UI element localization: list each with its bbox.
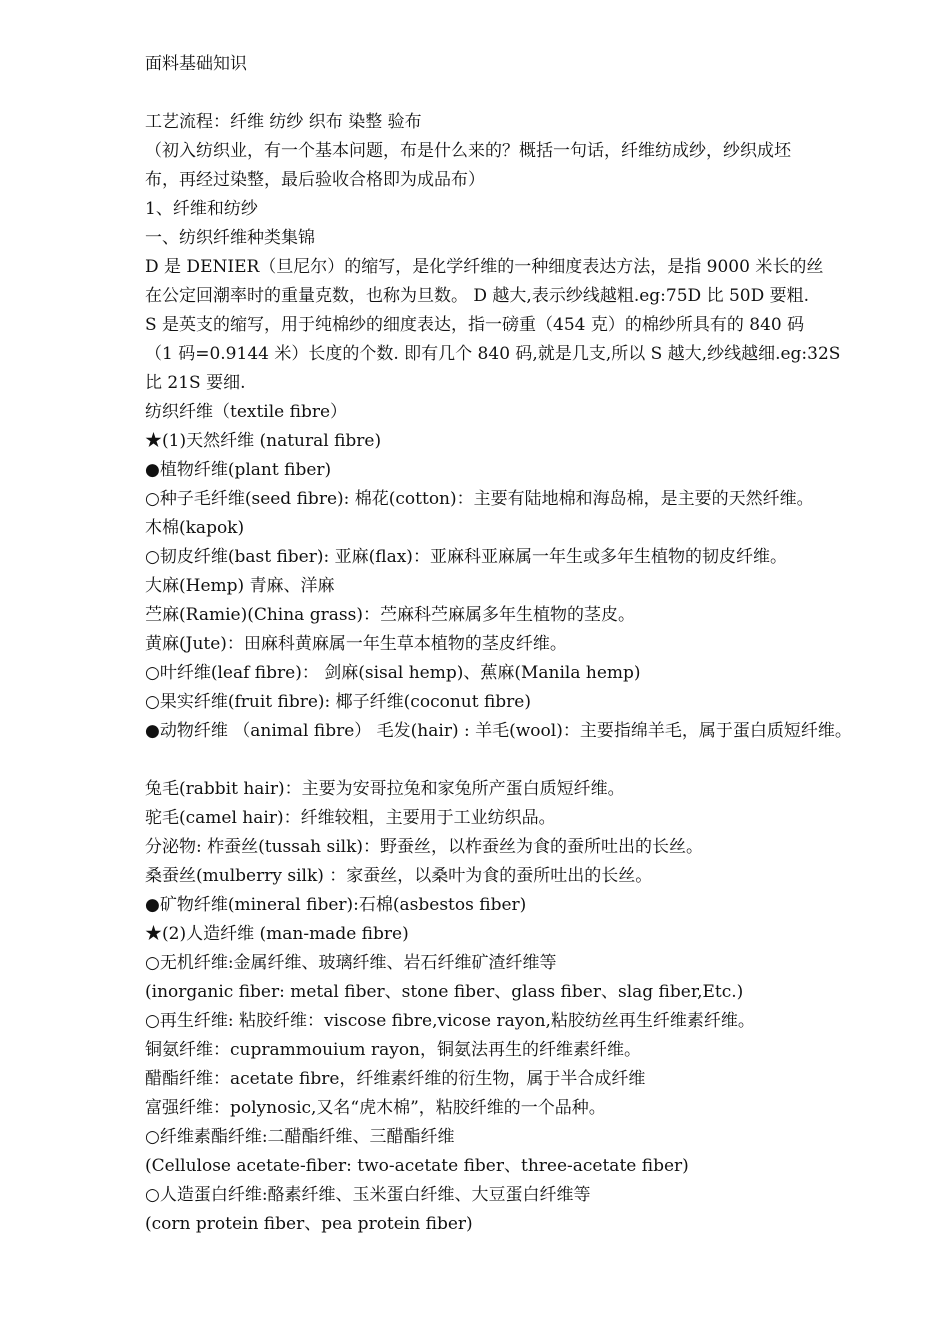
mineral-fiber-line: ●矿物纤维(mineral fiber):石棉(asbestos fiber)	[145, 895, 527, 915]
ramie-line: 苎麻(Ramie)(China grass)：苎麻科苎麻属多年生植物的茎皮。	[145, 605, 635, 625]
intro-line-2: 布，再经过染整，最后验收合格即为成品布）	[145, 170, 485, 190]
blank-line	[145, 746, 905, 775]
process-flow-line: 工艺流程：纤维 纺纱 织布 染整 验布	[145, 112, 422, 132]
animal-fibre-line: ●动物纤维 （animal fibre） 毛发(hair) : 羊毛(wool)：主要指绵羊毛，属于蛋白质短纤维。	[145, 721, 852, 741]
regenerated-fiber-line: ○再生纤维: 粘胶纤维：viscose fibre,vicose rayon,粘胶纺丝再生纤维素纤维。	[145, 1011, 755, 1031]
inorganic-fiber-line: ○无机纤维:金属纤维、玻璃纤维、岩石纤维矿渣纤维等	[145, 953, 557, 973]
cellulose-ester-english-line: (Cellulose acetate-fiber: two-acetate fiber、three-acetate fiber)	[145, 1156, 689, 1176]
cellulose-ester-line: ○纤维素酯纤维:二醋酯纤维、三醋酯纤维	[145, 1127, 455, 1147]
bast-fiber-line: ○韧皮纤维(bast fiber): 亚麻(flax)：亚麻科亚麻属一年生或多年生植物的韧皮纤维。	[145, 547, 787, 567]
cuprammonium-line: 铜氨纤维：cuprammouium rayon，铜氨法再生的纤维素纤维。	[145, 1040, 641, 1060]
count-line-3: 比 21S 要细.	[145, 373, 246, 393]
blank-line	[145, 79, 905, 108]
section-heading-fiber-spinning: 1、纤维和纺纱	[145, 199, 258, 219]
mulberry-silk-line: 桑蚕丝(mulberry silk) ：家蚕丝，以桑叶为食的蚕所吐出的长丝。	[145, 866, 653, 886]
count-line-1: S 是英支的缩写，用于纯棉纱的细度表达，指一磅重（454 克）的棉纱所具有的 840 码	[145, 315, 805, 335]
kapok-line: 木棉(kapok)	[145, 518, 245, 538]
seed-fibre-line: ○种子毛纤维(seed fibre): 棉花(cotton)：主要有陆地棉和海岛棉，是主要的天然纤维。	[145, 489, 814, 509]
tussah-silk-line: 分泌物: 柞蚕丝(tussah silk)：野蚕丝，以柞蚕丝为食的蚕所吐出的长丝。	[145, 837, 704, 857]
intro-line-1: （初入纺织业，有一个基本问题，布是什么来的？概括一句话，纤维纺成纱，纱织成坯	[145, 141, 791, 161]
textile-fibre-heading: 纺织纤维（textile fibre）	[145, 402, 348, 422]
jute-line: 黄麻(Jute)：田麻科黄麻属一年生草本植物的茎皮纤维。	[145, 634, 567, 654]
camel-hair-line: 驼毛(camel hair)：纤维较粗，主要用于工业纺织品。	[145, 808, 556, 828]
rabbit-hair-line: 兔毛(rabbit hair)：主要为安哥拉兔和家兔所产蛋白质短纤维。	[145, 779, 625, 799]
polynosic-line: 富强纤维：polynosic,又名“虎木棉”，粘胶纤维的一个品种。	[145, 1098, 606, 1118]
man-made-fibre-heading: ★(2)人造纤维 (man-made fibre)	[145, 924, 409, 944]
protein-fiber-english-line: (corn protein fiber、pea protein fiber)	[145, 1214, 473, 1234]
protein-fiber-line: ○人造蛋白纤维:酪素纤维、玉米蛋白纤维、大豆蛋白纤维等	[145, 1185, 591, 1205]
hemp-line: 大麻(Hemp) 青麻、洋麻	[145, 576, 335, 596]
document-body	[145, 50, 905, 1239]
inorganic-fiber-english-line: (inorganic fiber: metal fiber、stone fiber、glass fiber、slag fiber,Etc.)	[145, 982, 744, 1002]
fruit-fibre-line: ○果实纤维(fruit fibre): 椰子纤维(coconut fibre)	[145, 692, 531, 712]
leaf-fibre-line: ○叶纤维(leaf fibre)： 剑麻(sisal hemp)、蕉麻(Manila hemp)	[145, 663, 641, 683]
natural-fibre-heading: ★(1)天然纤维 (natural fibre)	[145, 431, 382, 451]
acetate-line: 醋酯纤维：acetate fibre，纤维素纤维的衍生物，属于半合成纤维	[145, 1069, 646, 1089]
document-title: 面料基础知识	[145, 54, 247, 74]
section-heading-fiber-types: 一、纺织纤维种类集锦	[145, 228, 315, 248]
denier-line-2: 在公定回潮率时的重量克数，也称为旦数。 D 越大,表示纱线越粗.eg:75D 比 50D 要粗.	[145, 286, 810, 306]
plant-fiber-heading: ●植物纤维(plant fiber)	[145, 460, 332, 480]
count-line-2: （1 码=0.9144 米）长度的个数. 即有几个 840 码,就是几支,所以 S 越大,纱线越细.eg:32S	[145, 344, 841, 364]
denier-line-1: D 是 DENIER（旦尼尔）的缩写，是化学纤维的一种细度表达方法，是指 9000 米长的丝	[145, 257, 824, 277]
